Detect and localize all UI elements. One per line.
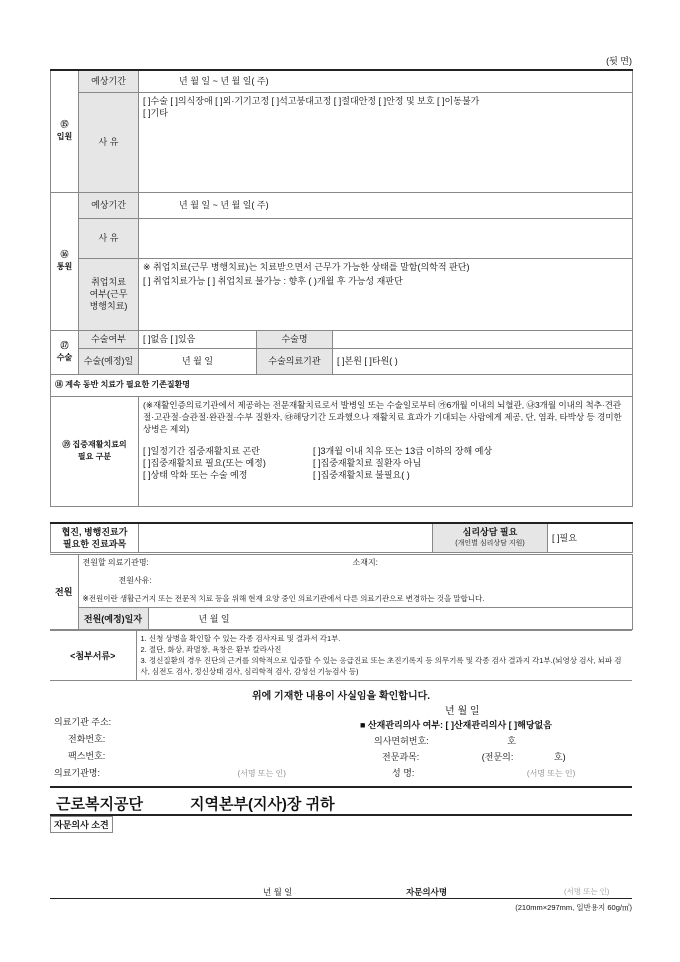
transfer-reason-label: 전원사유: — [118, 576, 152, 585]
hospitalization-period-field[interactable]: 년 월 일 ~ 년 월 일( 주) — [139, 70, 633, 92]
institution-name-row — [54, 765, 286, 782]
work-treatment-note: ※ 취업치료(근무 병행치료)는 치료받으면서 근무가 가능한 상태를 말함(의학적 판단) — [143, 261, 470, 272]
intensive-option[interactable]: [ ]일정기간 집중재활치료 곤란 — [143, 445, 260, 456]
outpatient-reason-label: 사 유 — [79, 218, 139, 258]
cooperation-table — [50, 522, 633, 553]
advisor-name-label: 자문의사명 — [406, 887, 448, 897]
hospitalization-reason-label: 사 유 — [79, 92, 139, 192]
institution-phone-label: 전화번호: — [68, 734, 106, 744]
attachment-item: 1. 신청 상병을 확인할 수 있는 각종 검사자료 및 결과서 각1부. — [140, 634, 341, 643]
cooperation-field[interactable] — [139, 523, 433, 553]
outpatient-period-label: 예상기간 — [79, 192, 139, 218]
recipient-agency: 근로복지공단 — [56, 796, 143, 813]
doctor-name-label: 성 명: — [392, 768, 415, 778]
psych-counsel-option[interactable]: [ ]필요 — [548, 523, 633, 553]
intensive-rehab-options — [143, 445, 628, 481]
transfer-info-cell — [78, 555, 632, 608]
transfer-date-label: 전원(예정)일자 — [78, 608, 148, 630]
advisor-date[interactable]: 년 월 일 — [263, 887, 293, 897]
industrial-doctor-status[interactable]: ■ 산재관리의사 여부: [ ]산재관리의사 [ ]해당없음 — [360, 720, 552, 730]
psych-counsel-label: 심리상담 필요 — [462, 527, 518, 537]
surgery-date-field[interactable]: 년 월 일 — [139, 348, 257, 374]
intensive-option[interactable]: [ ]3개월 이내 치유 또는 13급 이하의 장해 예상 — [313, 445, 493, 456]
attachments-table — [50, 630, 632, 681]
intensive-option[interactable]: [ ]상태 악화 또는 수술 예정 — [143, 469, 248, 480]
surgery-name-label: 수술명 — [257, 330, 333, 348]
intensive-option[interactable]: [ ]집중재활치료 질환자 아님 — [313, 457, 422, 468]
surgery-date-label: 수술(예정)일 — [79, 348, 139, 374]
paper-spec: (210mm×297mm, 일반용지 60g/㎡) — [515, 903, 632, 912]
attachments-label: <첨부서류> — [50, 631, 136, 681]
advisor-opinion-field[interactable] — [126, 816, 632, 880]
surgery-status-options[interactable]: [ ]없음 [ ]있음 — [139, 330, 257, 348]
main-form-table — [50, 69, 633, 507]
advisor-opinion-label: 자문의사 소견 — [50, 816, 113, 833]
outpatient-section-label: ⑯ 통원 — [51, 192, 79, 330]
intensive-option[interactable]: [ ]집중재활치료 불필요( ) — [313, 469, 410, 480]
intensive-rehab-note: (※재활인증의료기관에서 제공하는 전문재활치료로서 발병일 또는 수술일로부터 ㉮6개월 이내의 뇌혈관, ㉯3개월 이내의 척추·견관절·고관절·슬관절·완관절·수부 질환자, ㉰해당기간 도과했으나 재활치료 효과가 기대되는 사람에게 제공, 단, 염좌, 타박상 등 경미한 상병은 제외) — [143, 399, 622, 434]
work-treatment-options[interactable]: [ ] 취업치료가능 [ ] 취업치료 불가능 : 향후 ( )개월 후 가능성 재판단 — [143, 275, 403, 286]
cooperation-label: 협진, 병행진료가 필요한 진료과목 — [51, 523, 139, 553]
doctor-info — [360, 717, 632, 782]
institution-name-label: 의료기관명: — [54, 768, 100, 778]
transfer-date-field[interactable]: 년 월 일 — [148, 608, 632, 630]
intensive-option[interactable]: [ ]집중재활치료 필요(또는 예정) — [143, 457, 266, 468]
back-side-label: (뒷 면) — [606, 56, 632, 66]
attachment-item: 2. 절단, 화상, 좌멸창, 욕창은 환부 칼라사진 — [140, 645, 282, 654]
surgery-section-label: ⑰ 수술 — [51, 330, 79, 374]
confirmation-statement: 위에 기재한 내용이 사실임을 확인합니다. — [251, 691, 431, 702]
advisor-section — [50, 816, 632, 899]
outpatient-reason-field[interactable] — [139, 218, 633, 258]
specialty-suffix: 호) — [553, 752, 566, 762]
attachments-list — [136, 631, 632, 681]
psych-counsel-label-cell — [433, 523, 548, 553]
intensive-options-left — [143, 445, 313, 481]
surgery-institution-options[interactable]: [ ]본원 [ ]타원( ) — [333, 348, 633, 374]
existing-diseases-label: ⑱ 계속 동반 치료가 필요한 기존질환명 — [51, 374, 633, 396]
hospitalization-period-label: 예상기간 — [79, 70, 139, 92]
advisor-sign-hint: (서명 또는 인) — [564, 887, 610, 896]
institution-info — [54, 714, 286, 782]
hospitalization-section-label: ⑮ 입원 — [51, 70, 79, 192]
outpatient-period-field[interactable]: 년 월 일 ~ 년 월 일( 주) — [139, 192, 633, 218]
transfer-address-label: 소재지: — [352, 558, 378, 567]
transfer-note: ※전원이란 생활근거지 또는 전문적 치료 등을 위해 현재 요양 중인 의료기관에서 다른 의료기관으로 변경하는 것을 말합니다. — [82, 594, 485, 603]
transfer-target-label: 전원할 의료기관명: — [82, 558, 149, 567]
doctor-sign-hint: (서명 또는 인) — [526, 769, 576, 778]
intensive-options-right — [313, 445, 492, 481]
specialty-label: 전문과목: — [382, 752, 420, 762]
institution-sign-hint: (서명 또는 인) — [237, 769, 286, 778]
institution-address-label: 의료기관 주소: — [54, 717, 112, 727]
transfer-table — [50, 554, 633, 630]
surgery-name-field[interactable] — [333, 330, 633, 348]
work-treatment-cell — [139, 258, 633, 330]
surgery-status-label: 수술여부 — [79, 330, 139, 348]
attachment-item: 3. 정신질환의 경우 진단의 근거를 의학적으로 입증할 수 있는 응급진료 또는 초진기록지 등 의무기록 및 각종 검사 결과지 각1부.(뇌영상 검사, 뇌파 검사, 심전도 검사, 정신상태 검사, 심리학적 검사, 감성선 기능검사 등) — [140, 656, 622, 676]
confirmation-date[interactable]: 년 월 일 — [445, 706, 480, 717]
license-number-label: 의사면허번호: — [374, 736, 429, 746]
specialty-hint: (전문의: — [481, 752, 514, 762]
work-treatment-label: 취업치료 여부(근무 병행치료) — [79, 258, 139, 330]
surgery-institution-label: 수술의료기관 — [257, 348, 333, 374]
license-suffix: 호 — [507, 736, 516, 746]
recipient-bar — [50, 786, 632, 816]
recipient-office: 지역본부(지사)장 귀하 — [190, 796, 335, 813]
transfer-section-label: 전원 — [50, 555, 78, 630]
psych-counsel-sub: (개인별 심리상담 지원) — [455, 540, 525, 547]
institution-fax-label: 팩스번호: — [68, 751, 106, 761]
intensive-rehab-label: ⑲ 집중재활치료의 필요 구분 — [51, 396, 139, 506]
intensive-rehab-cell — [139, 396, 633, 506]
hospitalization-reason-options[interactable]: [ ]수술 [ ]의식장애 [ ]외·기기고정 [ ]석고붕대고정 [ ]절대안정 [ ]안정 및 보호 [ ]이동불가 [ ]기타 — [139, 92, 633, 192]
